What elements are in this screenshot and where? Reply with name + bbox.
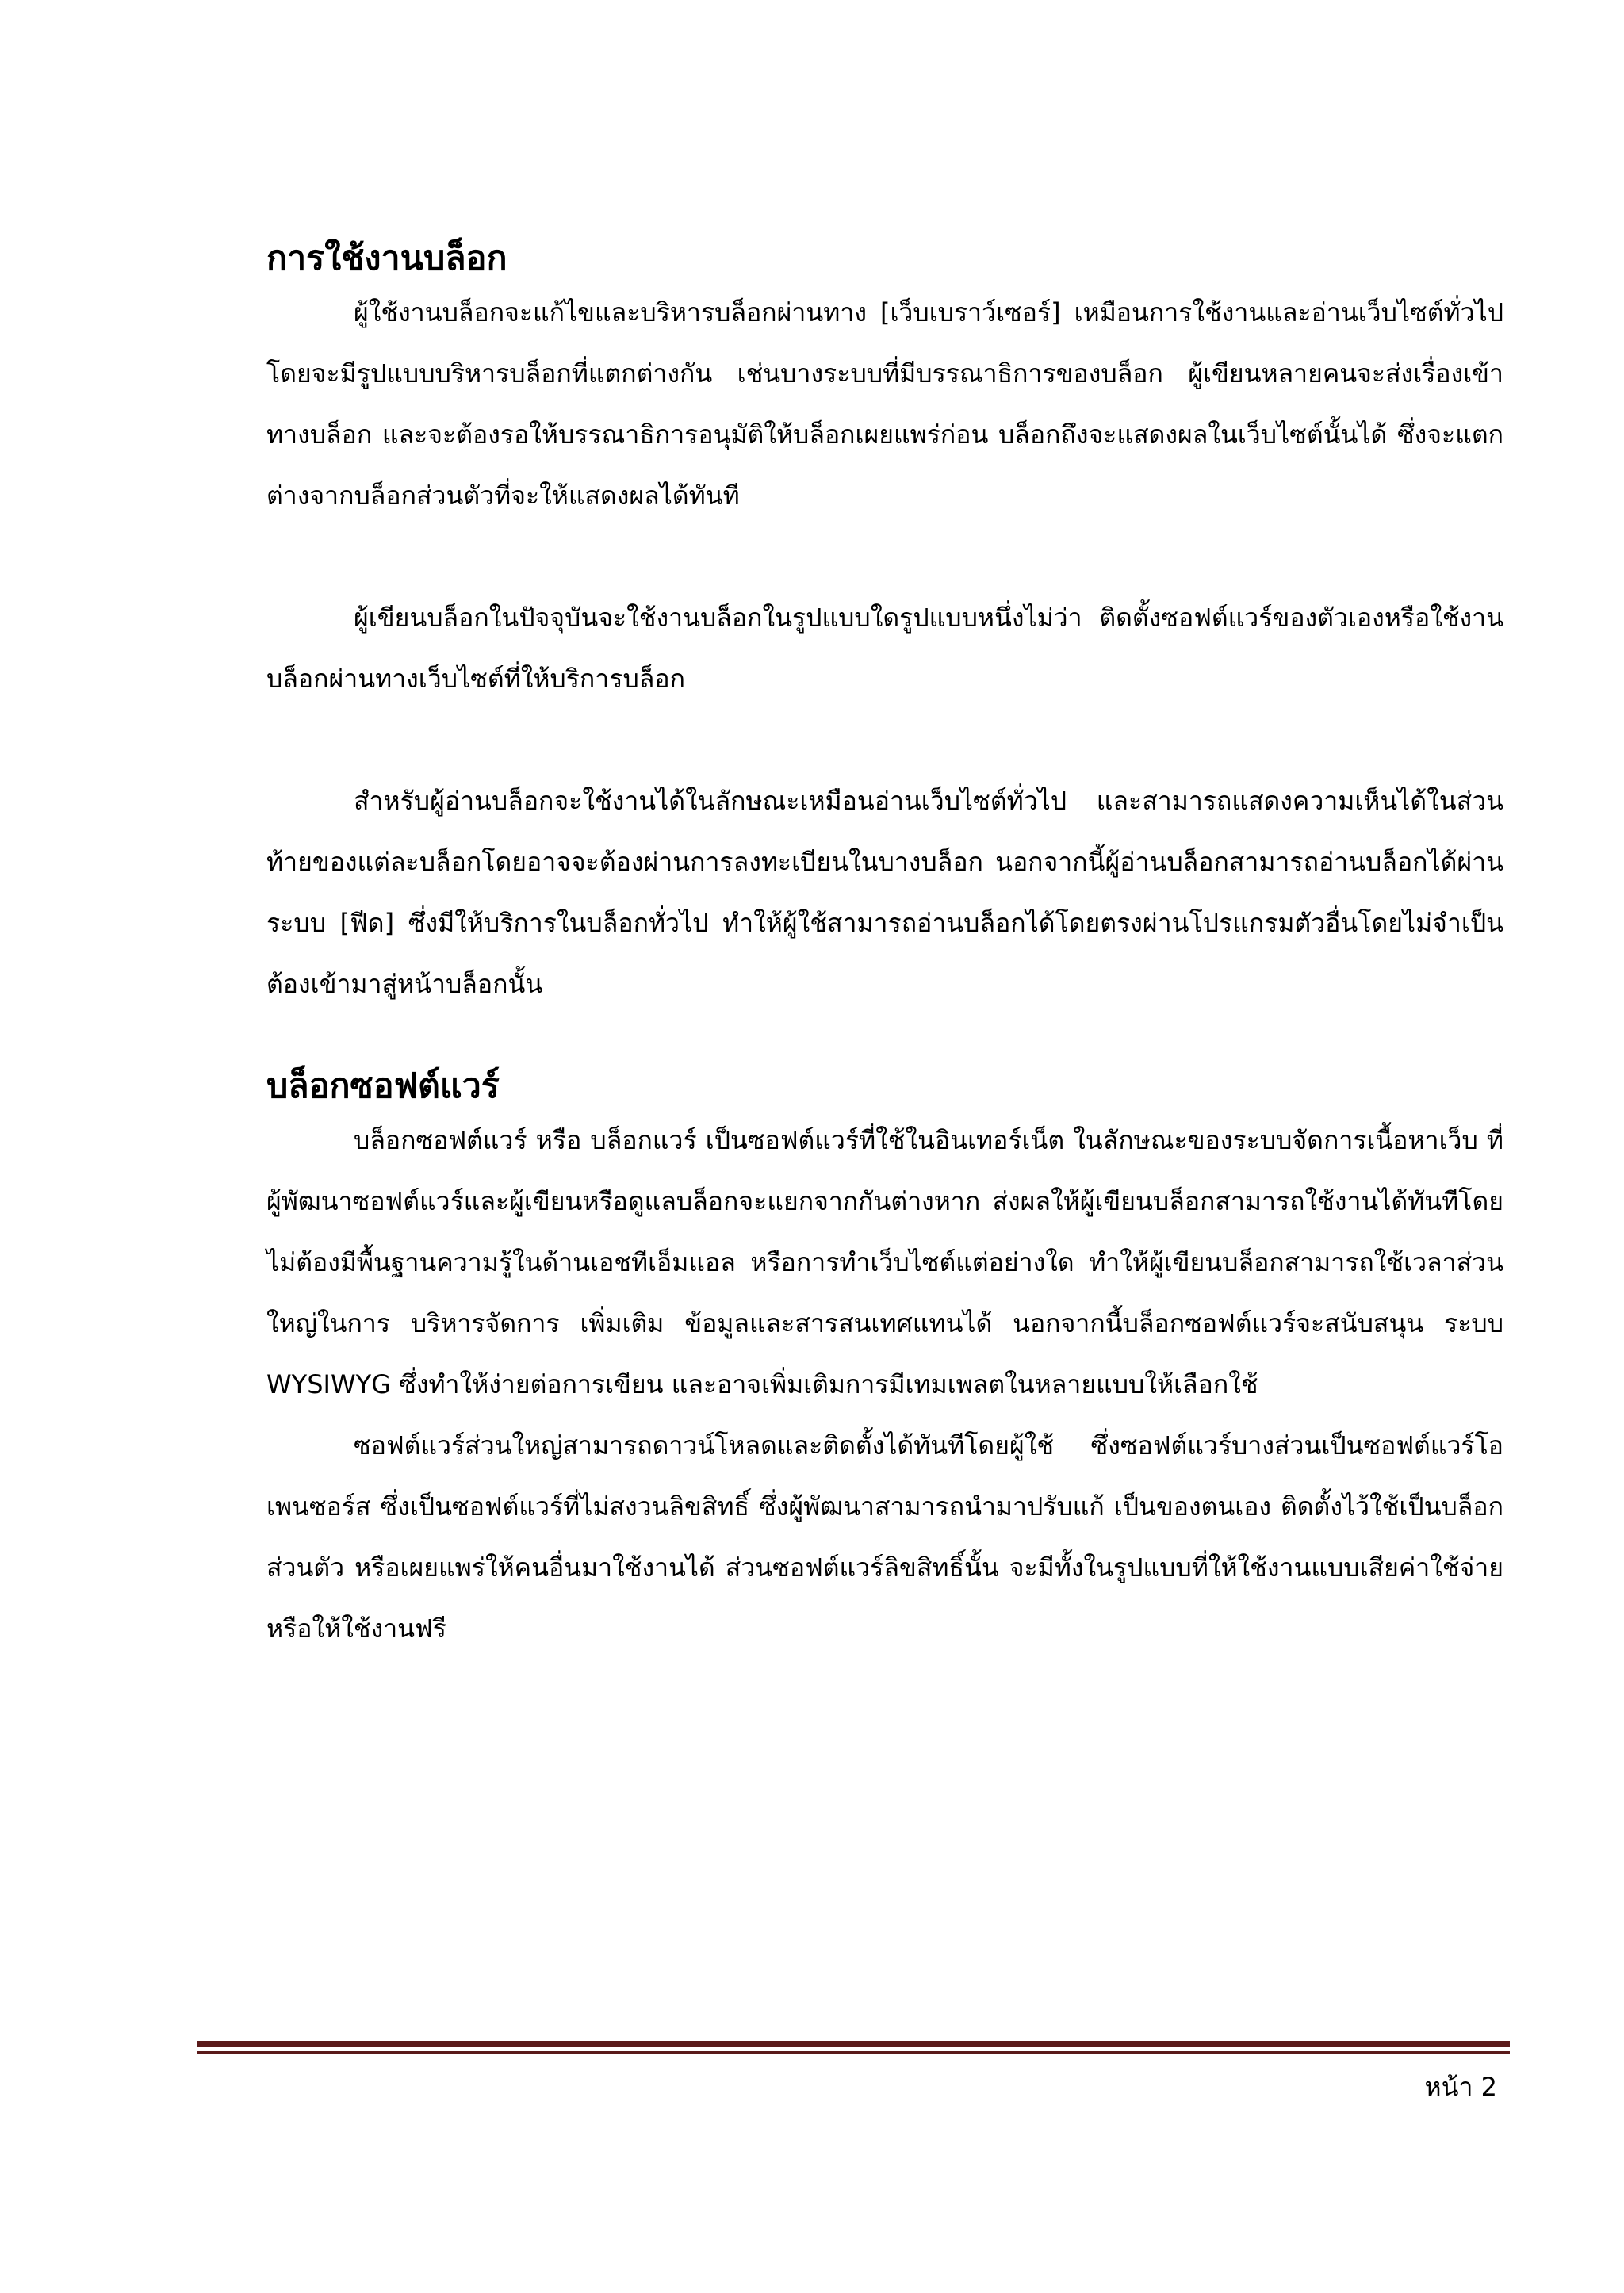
paragraph: สำหรับผู้อ่านบล็อกจะใช้งานได้ในลักษณะเหมือนอ่านเว็บไซต์ทั่วไป และสามารถแสดงความเห็นได้ในส่วนท้ายของแต่ละบล็อกโดยอาจจะต้องผ่านการลงทะเบียนในบางบล็อก นอกจากนี้ผู้อ่านบล็อกสามารถอ่านบล็อกได้ผ่านระบบ [ฟีด] ซึ่งมีให้บริการในบล็อกทั่วไป ทำให้ผู้ใช้สามารถอ่านบล็อกได้โดยตรงผ่านโปรแกรมตัวอื่นโดยไม่จำเป็นต้องเข้ามาสู่หน้าบล็อกนั้น (266, 786, 1503, 999)
paragraph-spacer (266, 710, 1503, 771)
paragraph: ผู้ใช้งานบล็อกจะแก้ไขและบริหารบล็อกผ่านทาง [เว็บเบราว์เซอร์] เหมือนการใช้งานและอ่านเว็บไซต์ทั่วไป โดยจะมีรูปแบบบริหารบล็อกที่แตกต่างกัน เช่นบางระบบที่มีบรรณาธิการของบล็อก ผู้เขียนหลายคนจะส่งเรื่องเข้าทางบล็อก และจะต้องรอให้บรรณาธิการอนุมัติให้บล็อกเผยแพร่ก่อน บล็อกถึงจะแสดงผลในเว็บไซต์นั้นได้ ซึ่งจะแตกต่างจากบล็อกส่วนตัวที่จะให้แสดงผลได้ทันที (266, 297, 1503, 511)
section-spacer (266, 1015, 1503, 1062)
section-heading-blog-software: บล็อกซอฟต์แวร์ (266, 1066, 500, 1106)
footer-divider-thin (197, 2051, 1510, 2054)
footer-divider-thick (197, 2041, 1510, 2047)
paragraph: บล็อกซอฟต์แวร์ หรือ บล็อกแวร์ เป็นซอฟต์แวร์ที่ใช้ในอินเทอร์เน็ต ในลักษณะของระบบจัดการเนื้อหาเว็บ ที่ผู้พัฒนาซอฟต์แวร์และผู้เขียนหรือดูแลบล็อกจะแยกจากกันต่างหาก ส่งผลให้ผู้เขียนบล็อกสามารถใช้งานได้ทันทีโดยไม่ต้องมีพื้นฐานความรู้ในด้านเอชทีเอ็มแอล หรือการทำเว็บไซต์แต่อย่างใด ทำให้ผู้เขียนบล็อกสามารถใช้เวลาส่วนใหญ่ในการ บริหารจัดการ เพิ่มเติม ข้อมูลและสารสนเทศแทนได้ นอกจากนี้บล็อกซอฟต์แวร์จะสนับสนุน ระบบ WYSIWYG ซึ่งทำให้ง่ายต่อการเขียน และอาจเพิ่มเติมการมีเทมเพลตในหลายแบบให้เลือกใช้ (266, 1125, 1503, 1399)
paragraph-spacer (266, 526, 1503, 588)
document-body (266, 235, 1503, 1659)
paragraph: ซอฟต์แวร์ส่วนใหญ่สามารถดาวน์โหลดและติดตั้งได้ทันทีโดยผู้ใช้ ซึ่งซอฟต์แวร์บางส่วนเป็นซอฟต์แวร์โอเพนซอร์ส ซึ่งเป็นซอฟต์แวร์ที่ไม่สงวนลิขสิทธิ์ ซึ่งผู้พัฒนาสามารถนำมาปรับแก้ เป็นของตนเอง ติดตั้งไว้ใช้เป็นบล็อกส่วนตัว หรือเผยแพร่ให้คนอื่นมาใช้งานได้ ส่วนซอฟต์แวร์ลิขสิทธิ์นั้น จะมีทั้งในรูปแบบที่ให้ใช้งานแบบเสียค่าใช้จ่ายหรือให้ใช้งานฟรี (266, 1430, 1503, 1644)
paragraph: ผู้เขียนบล็อกในปัจจุบันจะใช้งานบล็อกในรูปแบบใดรูปแบบหนึ่งไม่ว่า ติดตั้งซอฟต์แวร์ของตัวเองหรือใช้งานบล็อกผ่านทางเว็บไซต์ที่ให้บริการบล็อก (266, 603, 1503, 694)
section-heading-blog-usage: การใช้งานบล็อก (266, 239, 508, 278)
page-number: หน้า 2 (1424, 2072, 1497, 2102)
